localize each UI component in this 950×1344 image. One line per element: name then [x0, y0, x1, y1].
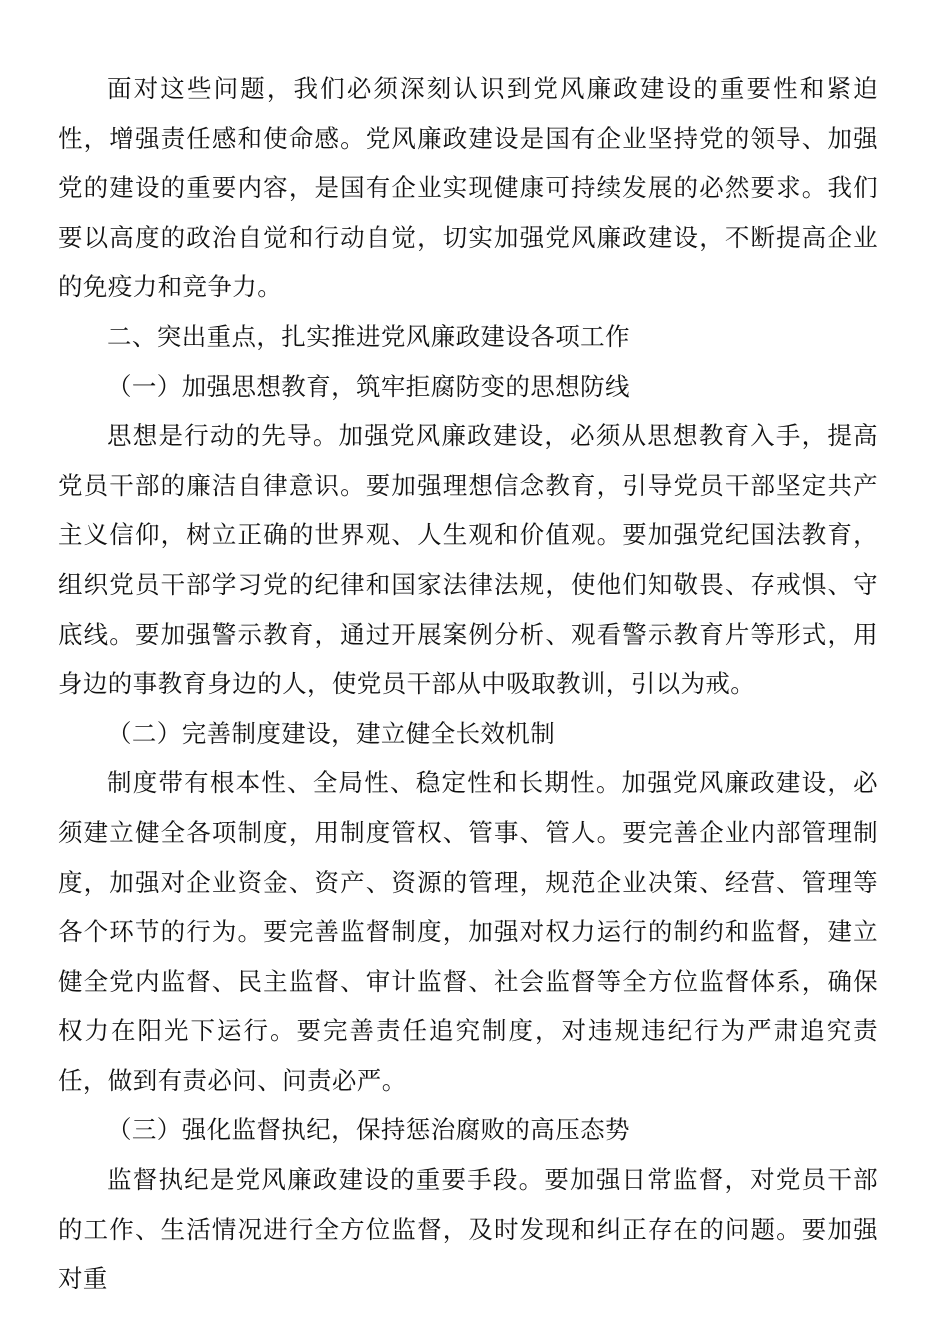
sub-heading-system-building: （二）完善制度建设，建立健全长效机制 — [107, 718, 556, 748]
paragraph-supervision: 监督执纪是党风廉政建设的重要手段。要加强日常监督，对党员干部的工作、生活情况进行全方位监督，及时发现和纠正存在的问题。要加强对重 — [58, 1165, 878, 1294]
section-heading-two: 二、突出重点，扎实推进党风廉政建设各项工作 — [107, 321, 630, 351]
paragraph-thought-education: 思想是行动的先导。加强党风廉政建设，必须从思想教育入手，提高党员干部的廉洁自律意识。要加强理想信念教育，引导党员干部坚定共产主义信仰，树立正确的世界观、人生观和价值观。要加强党纪国法教育，组织党员干部学习党的纪律和国家法律法规，使他们知敬畏、存戒惧、守底线。要加强警示教育，通过开展案例分析、观看警示教育片等形式，用身边的事教育身边的人，使党员干部从中吸取教训，引以为戒。 — [58, 421, 878, 699]
sub-heading-thought-education: （一）加强思想教育，筑牢拒腐防变的思想防线 — [107, 371, 630, 401]
sub-heading-supervision: （三）强化监督执纪，保持惩治腐败的高压态势 — [107, 1115, 630, 1145]
paragraph-system-building: 制度带有根本性、全局性、稳定性和长期性。加强党风廉政建设，必须建立健全各项制度，用制度管权、管事、管人。要完善企业内部管理制度，加强对企业资金、资产、资源的管理，规范企业决策、经营、管理等各个环节的行为。要完善监督制度，加强对权力运行的制约和监督，建立健全党内监督、民主监督、审计监督、社会监督等全方位监督体系，确保权力在阳光下运行。要完善责任追究制度，对违规违纪行为严肃追究责任，做到有责必问、问责必严。 — [58, 768, 878, 1095]
document-page — [58, 64, 878, 1304]
paragraph-importance: 面对这些问题，我们必须深刻认识到党风廉政建设的重要性和紧迫性，增强责任感和使命感。党风廉政建设是国有企业坚持党的领导、加强党的建设的重要内容，是国有企业实现健康可持续发展的必然要求。我们要以高度的政治自觉和行动自觉，切实加强党风廉政建设，不断提高企业的免疫力和竞争力。 — [58, 74, 878, 302]
